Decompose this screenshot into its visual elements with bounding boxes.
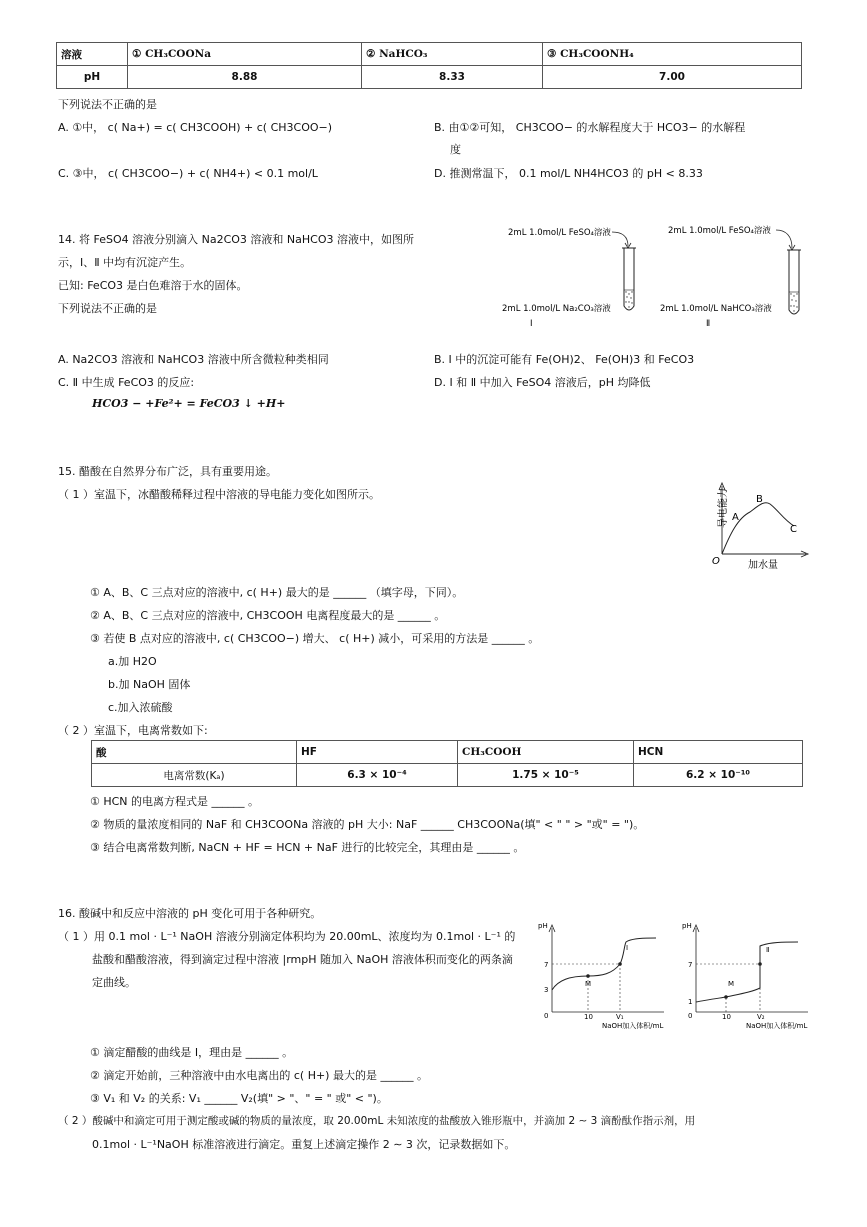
curve1-tick-3: 3 — [544, 986, 549, 994]
curve1-tick-7: 7 — [544, 961, 549, 969]
q15-sub2: ② A、B、C 三点对应的溶液中, CH3COOH 电离程度最大的是 ______ 。 — [90, 609, 446, 622]
curve2-tick-7: 7 — [688, 961, 693, 969]
table2-header-hf: HF — [297, 741, 458, 764]
graph-point-a: A — [732, 512, 739, 523]
q14-option-b: B. Ⅰ 中的沉淀可能有 Fe(OH)2、 Fe(OH)3 和 FeCO3 — [434, 353, 695, 366]
q14-option-a: A. Na2CO3 溶液和 NaHCO3 溶液中所含微粒种类相同 — [58, 353, 329, 366]
q15-sub5: ② 物质的量浓度相同的 NaF 和 CH3COONa 溶液的 pH 大小: NaF ______ CH3COONa(填" < " " > "或" = ")。 — [90, 818, 645, 831]
table2-header-acid: 酸 — [92, 741, 297, 764]
titration-curve-2 — [680, 920, 816, 1032]
q15-title: 15. 醋酸在自然界分布广泛，具有重要用途。 — [58, 465, 277, 478]
graph-point-b: B — [756, 494, 763, 505]
q15-part1: （ 1 ）室温下，冰醋酸稀释过程中溶液的导电能力变化如图所示。 — [58, 488, 380, 501]
q13-stem: 下列说法不正确的是 — [58, 98, 157, 111]
q16-part1-line2: 盐酸和醋酸溶液，得到滴定过程中溶液 |rmpH 随加入 NaOH 溶液体积而变化的两条滴 — [92, 953, 513, 966]
q16-sub1: ① 滴定醋酸的曲线是 I，理由是 ______ 。 — [90, 1046, 294, 1059]
q14-option-c: C. Ⅱ 中生成 FeCO3 的反应: — [58, 376, 195, 389]
q15-option-c: c.加入浓硫酸 — [108, 701, 173, 714]
curve1-tick-v1: V₁ — [616, 1013, 624, 1021]
q15-sub1: ① A、B、C 三点对应的溶液中, c( H+) 最大的是 ______ （填字母，下同）。 — [90, 586, 464, 599]
fig2-roman-label: Ⅱ — [706, 319, 711, 329]
conductivity-graph — [702, 478, 814, 570]
curve2-tick-v2: V₂ — [757, 1013, 765, 1021]
curve1-label-i: Ⅰ — [626, 944, 629, 952]
curve1-tick-0: 0 — [544, 1012, 549, 1020]
q15-option-a: a.加 H2O — [108, 655, 157, 668]
table-header-solution: 溶液 — [57, 43, 128, 66]
fig1-bottom-label: 2mL 1.0mol/L Na₂CO₃溶液 — [502, 304, 611, 314]
q16-part1-line1: （ 1 ）用 0.1 mol · L⁻¹ NaOH 溶液分别滴定体积均为 20.00mL、浓度均为 0.1mol · L⁻¹ 的 — [58, 930, 516, 943]
table2-header-ch3cooh: CH₃COOH — [458, 741, 634, 764]
table2-cell-ch3cooh: 1.75 × 10⁻⁵ — [458, 764, 634, 787]
q15-sub6: ③ 结合电离常数判断, NaCN + HF = HCN + NaF 进行的比较完全，其理由是 ______ 。 — [90, 841, 525, 854]
table2-header-hcn: HCN — [634, 741, 803, 764]
q16-sub2: ② 滴定开始前，三种溶液中由水电离出的 c( H+) 最大的是 ______ 。 — [90, 1069, 428, 1082]
titration-curve-1 — [536, 920, 672, 1032]
graph-xlabel: 加水量 — [748, 560, 778, 570]
fig1-roman-label: Ⅰ — [530, 319, 533, 329]
graph-ylabel: 导电能力 — [718, 488, 729, 528]
table-header-ch3coona: ① CH₃COONa — [128, 43, 362, 66]
curve2-xlabel: NaOH加入体积/mL — [746, 1022, 808, 1030]
table-cell-ph-3: 7.00 — [543, 66, 802, 89]
table2-row-label: 电离常数(Kₐ) — [92, 764, 297, 787]
curve1-ylabel: pH — [538, 922, 548, 930]
q13-option-a: A. ①中， c( Na+) = c( CH3COOH) + c( CH3COO−) — [58, 121, 333, 134]
q16-part2-line2: 0.1mol · L⁻¹NaOH 标准溶液进行滴定。重复上述滴定操作 2 ∼ 3 次，记录数据如下。 — [92, 1138, 516, 1151]
fig1-top-label: 2mL 1.0mol/L FeSO₄溶液 — [508, 228, 611, 238]
q14-stem-line3: 已知: FeCO3 是白色难溶于水的固体。 — [58, 279, 248, 292]
q16-part2-line1: （ 2 ）酸碱中和滴定可用于测定酸或碱的物质的量浓度，取 20.00mL 未知浓度的盐酸放入锥形瓶中，并滴加 2 ∼ 3 滴酚酞作指示剂，用 — [58, 1115, 696, 1127]
q13-option-b-cont: 度 — [450, 143, 461, 156]
q15-part2: （ 2 ）室温下，电离常数如下: — [58, 724, 208, 737]
curve2-tick-1: 1 — [688, 998, 693, 1006]
q16-part1-line3: 定曲线。 — [92, 976, 136, 989]
table2-cell-hf: 6.3 × 10⁻⁴ — [297, 764, 458, 787]
table-cell-ph-1: 8.88 — [128, 66, 362, 89]
q15-sub3: ③ 若使 B 点对应的溶液中, c( CH3COO−) 增大、 c( H+) 减小，可采用的方法是 ______ 。 — [90, 632, 540, 645]
graph-origin: O — [712, 556, 720, 567]
q13-option-c: C. ③中， c( CH3COO−) + c( NH4+) < 0.1 mol/L — [58, 167, 318, 180]
curve2-point-m: M — [728, 980, 735, 988]
q16-sub3: ③ V₁ 和 V₂ 的关系: V₁ ______ V₂(填" > "、" = " 或" < ")。 — [90, 1092, 388, 1105]
q14-stem-line4: 下列说法不正确的是 — [58, 302, 157, 315]
q13-option-b: B. 由①②可知， CH3COO− 的水解程度大于 HCO3− 的水解程 — [434, 121, 746, 134]
q15-sub4: ① HCN 的电离方程式是 ______ 。 — [90, 795, 260, 808]
table2-cell-hcn: 6.2 × 10⁻¹⁰ — [634, 764, 803, 787]
table-header-nahco3: ② NaHCO₃ — [362, 43, 543, 66]
table-cell-ph-2: 8.33 — [362, 66, 543, 89]
q15-option-b: b.加 NaOH 固体 — [108, 678, 191, 691]
test-tube-figure-1 — [500, 220, 650, 330]
q14-stem-line2: 示，Ⅰ、Ⅱ 中均有沉淀产生。 — [58, 256, 192, 269]
test-tube-figure-2 — [658, 218, 818, 330]
q14-stem-line1: 14. 将 FeSO4 溶液分别滴入 Na2CO3 溶液和 NaHCO3 溶液中，如图所 — [58, 233, 414, 246]
curve2-ylabel: pH — [682, 922, 692, 930]
ionization-constant-table — [91, 740, 803, 787]
curve2-tick-10: 10 — [722, 1013, 731, 1021]
q16-title: 16. 酸碱中和反应中溶液的 pH 变化可用于各种研究。 — [58, 907, 322, 920]
curve1-tick-10: 10 — [584, 1013, 593, 1021]
graph-point-c: C — [790, 524, 797, 535]
curve1-point-m: M — [585, 980, 592, 988]
fig2-top-label: 2mL 1.0mol/L FeSO₄溶液 — [668, 226, 771, 236]
fig2-bottom-label: 2mL 1.0mol/L NaHCO₃溶液 — [660, 304, 772, 314]
q14-option-d: D. Ⅰ 和 Ⅱ 中加入 FeSO4 溶液后，pH 均降低 — [434, 376, 651, 389]
ph-table — [56, 42, 802, 89]
curve2-label-ii: Ⅱ — [766, 946, 770, 954]
curve1-xlabel: NaOH加入体积/mL — [602, 1022, 664, 1030]
q13-option-d: D. 推测常温下， 0.1 mol/L NH4HCO3 的 pH < 8.33 — [434, 167, 703, 180]
table-header-ch3coonh4: ③ CH₃COONH₄ — [543, 43, 802, 66]
curve2-tick-0: 0 — [688, 1012, 693, 1020]
q14-option-c-equation: HCO3 − +Fe²+ = FeCO3 ↓ +H+ — [92, 397, 286, 410]
table-row-label-ph: pH — [57, 66, 128, 89]
